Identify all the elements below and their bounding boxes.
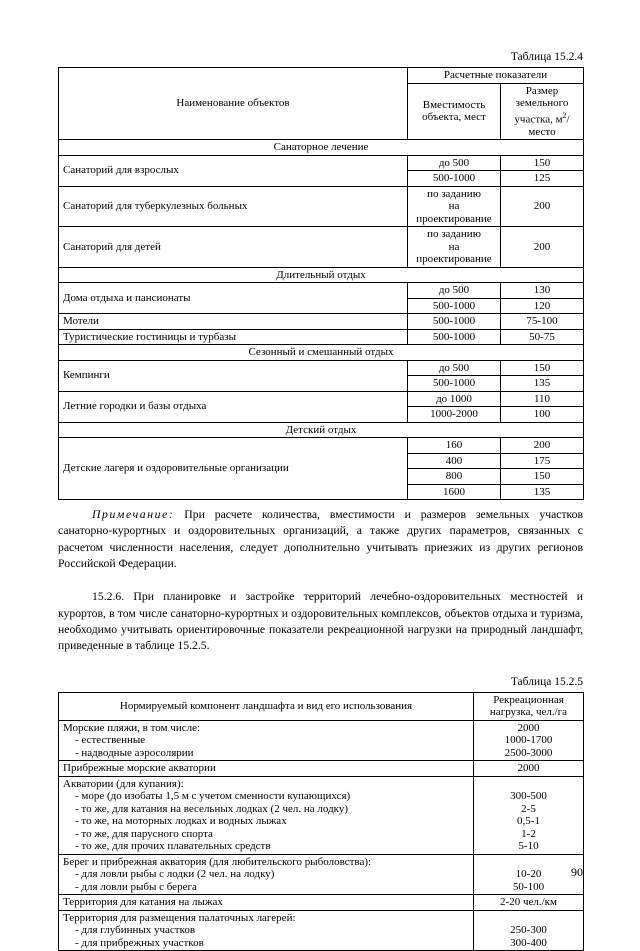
row-capacity: 1000-2000 (408, 407, 501, 423)
row-load: 2-20 чел./км (474, 895, 584, 911)
load-line-empty (478, 856, 579, 869)
load-line: 5-10 (518, 840, 539, 853)
component-line: - для ловли рыбы с лодки (2 чел. на лодку) (75, 868, 275, 881)
capacity-line1: по заданию (427, 187, 481, 200)
row-load (474, 720, 584, 761)
table1-col-capacity-header (408, 83, 501, 140)
note-label: Примечание: (92, 508, 175, 522)
row-area: 150 (501, 155, 584, 171)
row-capacity: до 1000 (408, 391, 501, 407)
row-area: 75-100 (501, 314, 584, 330)
component-line: - море (до изобаты 1,5 м с учетом сменности купающихся) (75, 790, 351, 803)
section-title: Детский отдых (59, 422, 584, 438)
row-capacity: 500-1000 (408, 329, 501, 345)
load-line: 1000-1700 (504, 734, 553, 747)
table-row (59, 329, 584, 345)
table-row (59, 186, 584, 227)
table1-section-row (59, 267, 584, 283)
load-line: 2-5 (521, 802, 536, 815)
table-row (59, 895, 584, 911)
table-row (59, 438, 584, 454)
load-line: 1-2 (521, 827, 536, 840)
load-line: 50-100 (512, 880, 545, 893)
component-line: - то же, для парусного спорта (75, 827, 213, 840)
table1-section-row (59, 140, 584, 156)
capacity-line2: на проектирование (416, 240, 492, 266)
table2-col-load-header (474, 692, 584, 720)
table-row (59, 314, 584, 330)
row-area: 175 (501, 453, 584, 469)
table-row (59, 283, 584, 299)
row-object-name: Летние городки и базы отдыха (59, 391, 408, 422)
row-area: 200 (501, 227, 584, 268)
load-line: 300-500 (510, 790, 547, 803)
area-header-line2-post: /место (528, 113, 570, 138)
section-title: Сезонный и смешанный отдых (59, 345, 584, 361)
capacity-line1: по заданию (427, 228, 481, 241)
row-object-name: Туристические гостиницы и турбазы (59, 329, 408, 345)
table1-col-area-header (501, 83, 584, 140)
row-area: 50-75 (501, 329, 584, 345)
table1-group-header: Расчетные показатели (408, 68, 584, 84)
row-load (474, 910, 584, 951)
row-component (59, 854, 474, 895)
table-row (59, 761, 584, 777)
load-line: 2000 (517, 721, 540, 734)
row-component: Прибрежные морские акватории (59, 761, 474, 777)
row-object-name: Детские лагеря и оздоровительные организации (59, 438, 408, 500)
table-row (59, 910, 584, 951)
row-load: 2000 (474, 761, 584, 777)
row-area: 200 (501, 438, 584, 454)
row-capacity: 160 (408, 438, 501, 454)
row-component: Территория для катания на лыжах (59, 895, 474, 911)
area-header-line1: Размер земельного (515, 84, 569, 109)
component-line: - для прибрежных участков (75, 936, 204, 949)
row-object-name: Санаторий для туберкулезных больных (59, 186, 408, 227)
load-line: 10-20 (515, 868, 542, 881)
section-title: Санаторное лечение (59, 140, 584, 156)
component-line: - естественные (75, 734, 146, 747)
row-load (474, 854, 584, 895)
note-paragraph (58, 507, 583, 572)
row-capacity: до 500 (408, 360, 501, 376)
table-15-2-5 (58, 692, 584, 951)
row-area: 130 (501, 283, 584, 299)
row-area: 150 (501, 360, 584, 376)
note-text: При расчете количества, вместимости и размеров земельных участков санаторно-курортных и оздоровительных организаций, а также других параметров, связанных с расчетом численности населения, следует дополнительно учитывать приезжих из других регионов Российской Федерации. (58, 508, 583, 571)
load-line-empty (478, 778, 579, 791)
table1-body (59, 68, 584, 500)
load-line-empty (478, 912, 579, 925)
row-area: 135 (501, 484, 584, 500)
row-capacity: 1600 (408, 484, 501, 500)
row-load (474, 776, 584, 854)
component-line: Морские пляжи, в том числе: (63, 721, 201, 734)
table-row (59, 227, 584, 268)
row-object-name: Дома отдыха и пансионаты (59, 283, 408, 314)
area-header-superscript: 2 (562, 110, 567, 120)
component-line: Акватории (для купания): (63, 777, 184, 790)
table2-body (59, 692, 584, 951)
load-header-line2: нагрузка, чел./га (489, 706, 568, 719)
area-header-line2-pre: участка, м (514, 113, 563, 126)
component-line: - для ловли рыбы с берега (75, 880, 197, 893)
component-line: Берег и прибрежная акватория (для любительского рыболовства): (63, 855, 372, 868)
table1-col-name-header: Наименование объектов (59, 68, 408, 140)
row-object-name: Кемпинги (59, 360, 408, 391)
table-row (59, 854, 584, 895)
table1-section-row (59, 422, 584, 438)
component-line: Территория для размещения палаточных лагерей: (63, 911, 296, 924)
component-line: - то же, для катания на весельных лодках (2 чел. на лодку) (75, 802, 349, 815)
row-object-name: Мотели (59, 314, 408, 330)
paragraph-15-2-6: 15.2.6. При планировке и застройке территорий лечебно-оздоровительных местностей и курортов, в том числе санаторно-курортных и оздоровительных комплексов, объектов отдыха и туризма, необходимо учитывать ориентировочные показатели рекреационной нагрузки на природный ландшафт, приведенные в таблице 15.2.5. (58, 590, 583, 653)
table1-section-row (59, 345, 584, 361)
paragraph-block-15-2-6 (58, 589, 583, 654)
table2-header-row (59, 692, 584, 720)
table2-caption: Таблица 15.2.5 (510, 675, 583, 688)
row-area: 125 (501, 171, 584, 187)
table-row (59, 360, 584, 376)
row-area: 150 (501, 469, 584, 485)
table-row (59, 155, 584, 171)
row-capacity: 500-1000 (408, 314, 501, 330)
row-object-name: Санаторий для взрослых (59, 155, 408, 186)
table1-caption: Таблица 15.2.4 (510, 51, 583, 63)
row-capacity: 400 (408, 453, 501, 469)
table-row (59, 776, 584, 854)
row-area: 100 (501, 407, 584, 423)
capacity-line2: на проектирование (416, 200, 492, 225)
table-row (59, 391, 584, 407)
section-title: Длительный отдых (59, 267, 584, 283)
row-area: 200 (501, 186, 584, 227)
row-area: 135 (501, 376, 584, 392)
note-block (58, 507, 583, 572)
component-line: - для глубинных участков (75, 924, 196, 937)
page-number: 90 (571, 865, 583, 879)
row-capacity: до 500 (408, 283, 501, 299)
row-area: 110 (501, 391, 584, 407)
table1-header-row-1 (59, 68, 584, 84)
table-row (59, 720, 584, 761)
load-line: 300-400 (510, 936, 547, 949)
row-component (59, 720, 474, 761)
row-component (59, 776, 474, 854)
load-line: 2500-3000 (504, 746, 553, 759)
component-line: - то же, на моторных лодках и водных лыжах (75, 815, 287, 828)
row-capacity (408, 186, 501, 227)
load-header-line1: Рекреационная (493, 693, 564, 706)
row-object-name: Санаторий для детей (59, 227, 408, 268)
row-capacity: 500-1000 (408, 171, 501, 187)
row-capacity (408, 227, 501, 268)
load-line: 250-300 (510, 924, 547, 937)
row-component (59, 910, 474, 951)
row-capacity: 800 (408, 469, 501, 485)
table2-col-component-header: Нормируемый компонент ландшафта и вид его использования (59, 692, 474, 720)
page-content (58, 50, 583, 951)
table2-block (58, 675, 583, 951)
row-capacity: до 500 (408, 155, 501, 171)
capacity-header-line2: объекта, мест (422, 111, 486, 124)
component-line: - то же, для прочих плавательных средств (75, 840, 271, 853)
row-capacity: 500-1000 (408, 376, 501, 392)
load-line: 0,5-1 (517, 815, 540, 828)
table-15-2-4 (58, 67, 584, 500)
capacity-header-line1: Вместимость (422, 98, 486, 111)
row-capacity: 500-1000 (408, 298, 501, 314)
row-area: 120 (501, 298, 584, 314)
component-line: - надводные аэросолярии (75, 746, 194, 759)
